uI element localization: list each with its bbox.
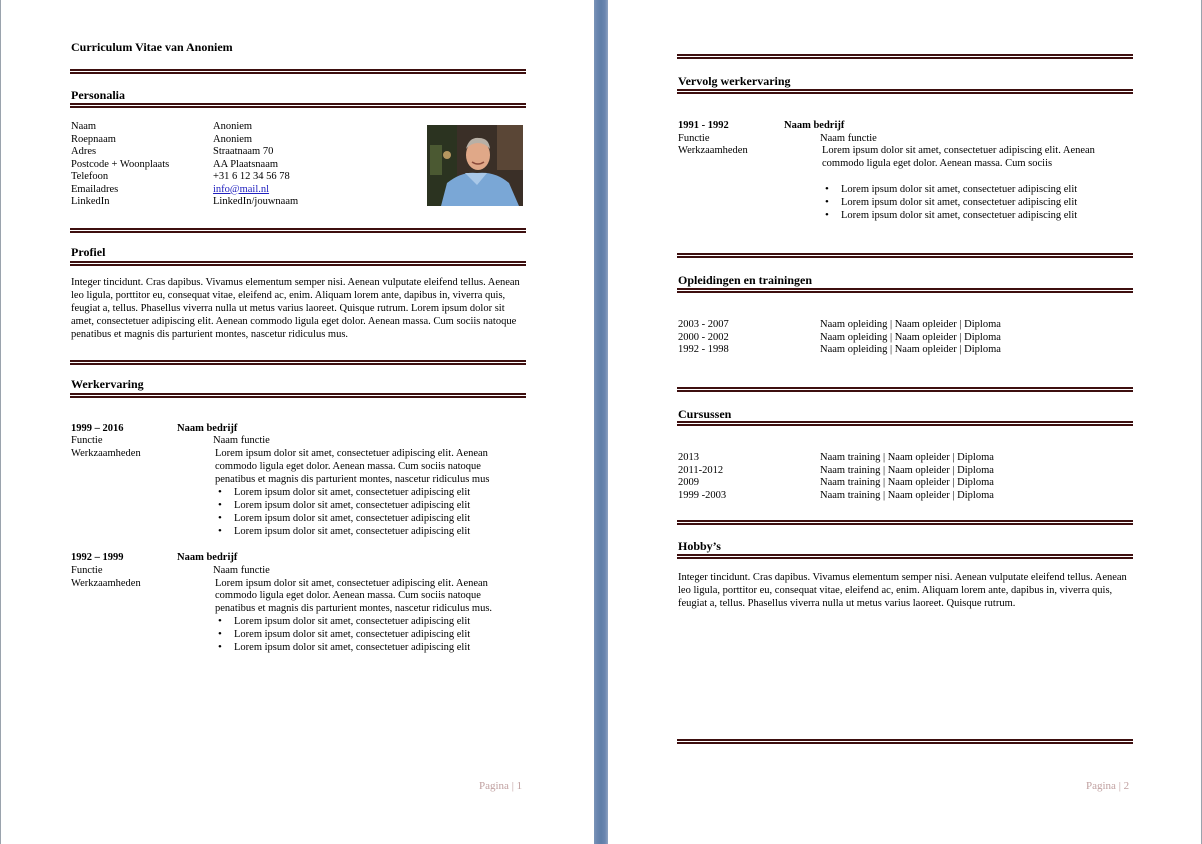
job-bullets: [822, 183, 1077, 222]
cursus-period: 2013: [678, 452, 699, 463]
job-period: 1999 – 2016: [71, 423, 124, 434]
job-tasks-label: Werkzaamheden: [71, 577, 141, 589]
job-function: Naam functie: [213, 435, 270, 446]
list-item: • Lorem ipsum dolor sit amet, consectetuer adipiscing elit: [822, 209, 1077, 222]
personalia-value: LinkedIn/jouwnaam: [213, 196, 299, 207]
divider: [677, 739, 1133, 744]
divider: [70, 228, 526, 233]
opleiding-value: Naam opleiding | Naam opleider | Diploma: [820, 344, 1001, 355]
personalia-label: Roepnaam: [71, 133, 116, 145]
job-function-label: Functie: [678, 132, 710, 144]
list-item: • Lorem ipsum dolor sit amet, consectetuer adipiscing elit: [215, 615, 470, 628]
personalia-value: Anoniem: [213, 121, 253, 132]
personalia-label: Emailadres: [71, 183, 119, 195]
list-item: • Lorem ipsum dolor sit amet, consectetuer adipiscing elit: [215, 486, 470, 499]
job-bullets: [215, 615, 470, 654]
cv-title: Curriculum Vitae van Anoniem: [71, 40, 233, 54]
opleiding-period: 2000 - 2002: [678, 331, 729, 343]
person-photo-illustration: [427, 125, 523, 206]
opleiding-value: Naam opleiding | Naam opleider | Diploma: [820, 331, 1001, 343]
divider: [70, 69, 526, 74]
list-item: • Lorem ipsum dolor sit amet, consectetuer adipiscing elit: [215, 628, 470, 641]
heading-hobbys: Hobby’s: [678, 539, 721, 553]
divider: [677, 89, 1133, 94]
divider: [70, 393, 526, 398]
job-period: 1991 - 1992: [678, 120, 729, 131]
opleiding-period: 2003 - 2007: [678, 319, 729, 330]
hobbys-text: Integer tincidunt. Cras dapibus. Vivamus elementum semper nisi. Aenean vulputate eleifend tellus. Aenean leo ligula, porttitor eu, consequat vitae, eleifend ac, enim. Aliquam lorem ante, dapibus in, viverra quis, feugiat a, tellus. Phasellus viverra nulla ut metus varius laoreet. Quisque rutrum.: [678, 572, 1127, 609]
cursus-value: Naam training | Naam opleider | Diploma: [820, 477, 994, 488]
personalia-value: AA Plaatsnaam: [213, 158, 279, 170]
cursus-value: Naam training | Naam opleider | Diploma: [820, 464, 994, 476]
cursus-period: 1999 -2003: [678, 489, 727, 501]
job-company: Naam bedrijf: [177, 423, 238, 434]
email-link[interactable]: info@mail.nl: [213, 183, 270, 195]
cursus-period: 2009: [678, 477, 699, 488]
heading-personalia: Personalia: [71, 88, 125, 102]
list-item: • Lorem ipsum dolor sit amet, consectetuer adipiscing elit: [215, 641, 470, 654]
profile-photo: [427, 125, 523, 206]
heading-werkervaring: Werkervaring: [71, 377, 144, 391]
cursus-value: Naam training | Naam opleider | Diploma: [820, 489, 994, 501]
heading-profiel: Profiel: [71, 245, 106, 259]
divider: [677, 288, 1133, 293]
page-2: [608, 0, 1202, 844]
page-number-footer: Pagina | 1: [479, 780, 523, 792]
job-tasks: Lorem ipsum dolor sit amet, consectetuer adipiscing elit. Aenean commodo ligula eget dolor. Aenean massa. Cum sociis: [822, 145, 1095, 169]
list-item: • Lorem ipsum dolor sit amet, consectetuer adipiscing elit: [822, 183, 1077, 196]
divider: [677, 520, 1133, 525]
job-tasks: Lorem ipsum dolor sit amet, consectetuer adipiscing elit. Aenean commodo ligula eget dolor. Aenean massa. Cum sociis natoque penatibus et magnis dis parturient montes, nascetur ridiculus mus: [215, 448, 490, 485]
opleiding-period: 1992 - 1998: [678, 344, 729, 355]
page-1: [0, 0, 594, 844]
job-function: Naam functie: [213, 564, 270, 576]
list-item: • Lorem ipsum dolor sit amet, consectetuer adipiscing elit: [215, 525, 470, 538]
job-period: 1992 – 1999: [71, 552, 124, 563]
page-gutter: [594, 0, 608, 844]
personalia-label: Telefoon: [71, 171, 109, 182]
job-bullets: [215, 486, 470, 538]
divider: [70, 261, 526, 266]
job-function: Naam functie: [820, 132, 877, 144]
profiel-text: Integer tincidunt. Cras dapibus. Vivamus elementum semper nisi. Aenean vulputate eleifend tellus. Aenean leo ligula, porttitor eu, consequat vitae, eleifend ac, enim. Aliquam lorem ante, dapibus in, viverra quis, feugiat a, tellus. Phasellus viverra nulla ut metus varius laoreet. Quisque rutrum. Lorem ipsum dolor sit amet, consectetuer adipiscing elit. Aenean commodo ligula eget dolor. Aenean massa. Cum sociis natoque penatibus et magnis dis parturient montes, nascetur ridiculus mus.: [71, 277, 520, 340]
personalia-label: Postcode + Woonplaats: [71, 158, 170, 170]
job-function-label: Functie: [71, 564, 103, 576]
divider: [677, 421, 1133, 426]
job-tasks-label: Werkzaamheden: [678, 145, 748, 156]
divider: [70, 360, 526, 365]
list-item: • Lorem ipsum dolor sit amet, consectetuer adipiscing elit: [215, 499, 470, 512]
personalia-label: Naam: [71, 121, 97, 132]
personalia-value: Straatnaam 70: [213, 146, 274, 157]
divider: [677, 554, 1133, 559]
divider: [677, 54, 1133, 59]
job-tasks-label: Werkzaamheden: [71, 448, 141, 459]
opleiding-value: Naam opleiding | Naam opleider | Diploma: [820, 319, 1001, 330]
job-company: Naam bedrijf: [177, 552, 238, 563]
divider: [70, 103, 526, 108]
list-item: • Lorem ipsum dolor sit amet, consectetuer adipiscing elit: [215, 512, 470, 525]
personalia-value: +31 6 12 34 56 78: [213, 171, 290, 182]
job-tasks: Lorem ipsum dolor sit amet, consectetuer adipiscing elit. Aenean commodo ligula eget dolor. Aenean massa. Cum sociis natoque penatibus et magnis dis parturient montes, nascetur ridiculus mus.: [215, 577, 493, 615]
divider: [677, 387, 1133, 392]
list-item: • Lorem ipsum dolor sit amet, consectetuer adipiscing elit: [822, 196, 1077, 209]
divider: [677, 253, 1133, 258]
cursus-value: Naam training | Naam opleider | Diploma: [820, 452, 994, 463]
heading-cursussen: Cursussen: [678, 407, 732, 421]
heading-opleidingen: Opleidingen en trainingen: [678, 273, 813, 287]
page-number-footer: Pagina | 2: [1086, 780, 1130, 792]
personalia-label: Adres: [71, 146, 97, 157]
personalia-label: LinkedIn: [71, 196, 110, 207]
personalia-value: Anoniem: [213, 133, 253, 145]
job-company: Naam bedrijf: [784, 120, 845, 131]
heading-vervolg-werkervaring: Vervolg werkervaring: [678, 74, 791, 88]
cursus-period: 2011-2012: [678, 464, 724, 476]
job-function-label: Functie: [71, 435, 103, 446]
